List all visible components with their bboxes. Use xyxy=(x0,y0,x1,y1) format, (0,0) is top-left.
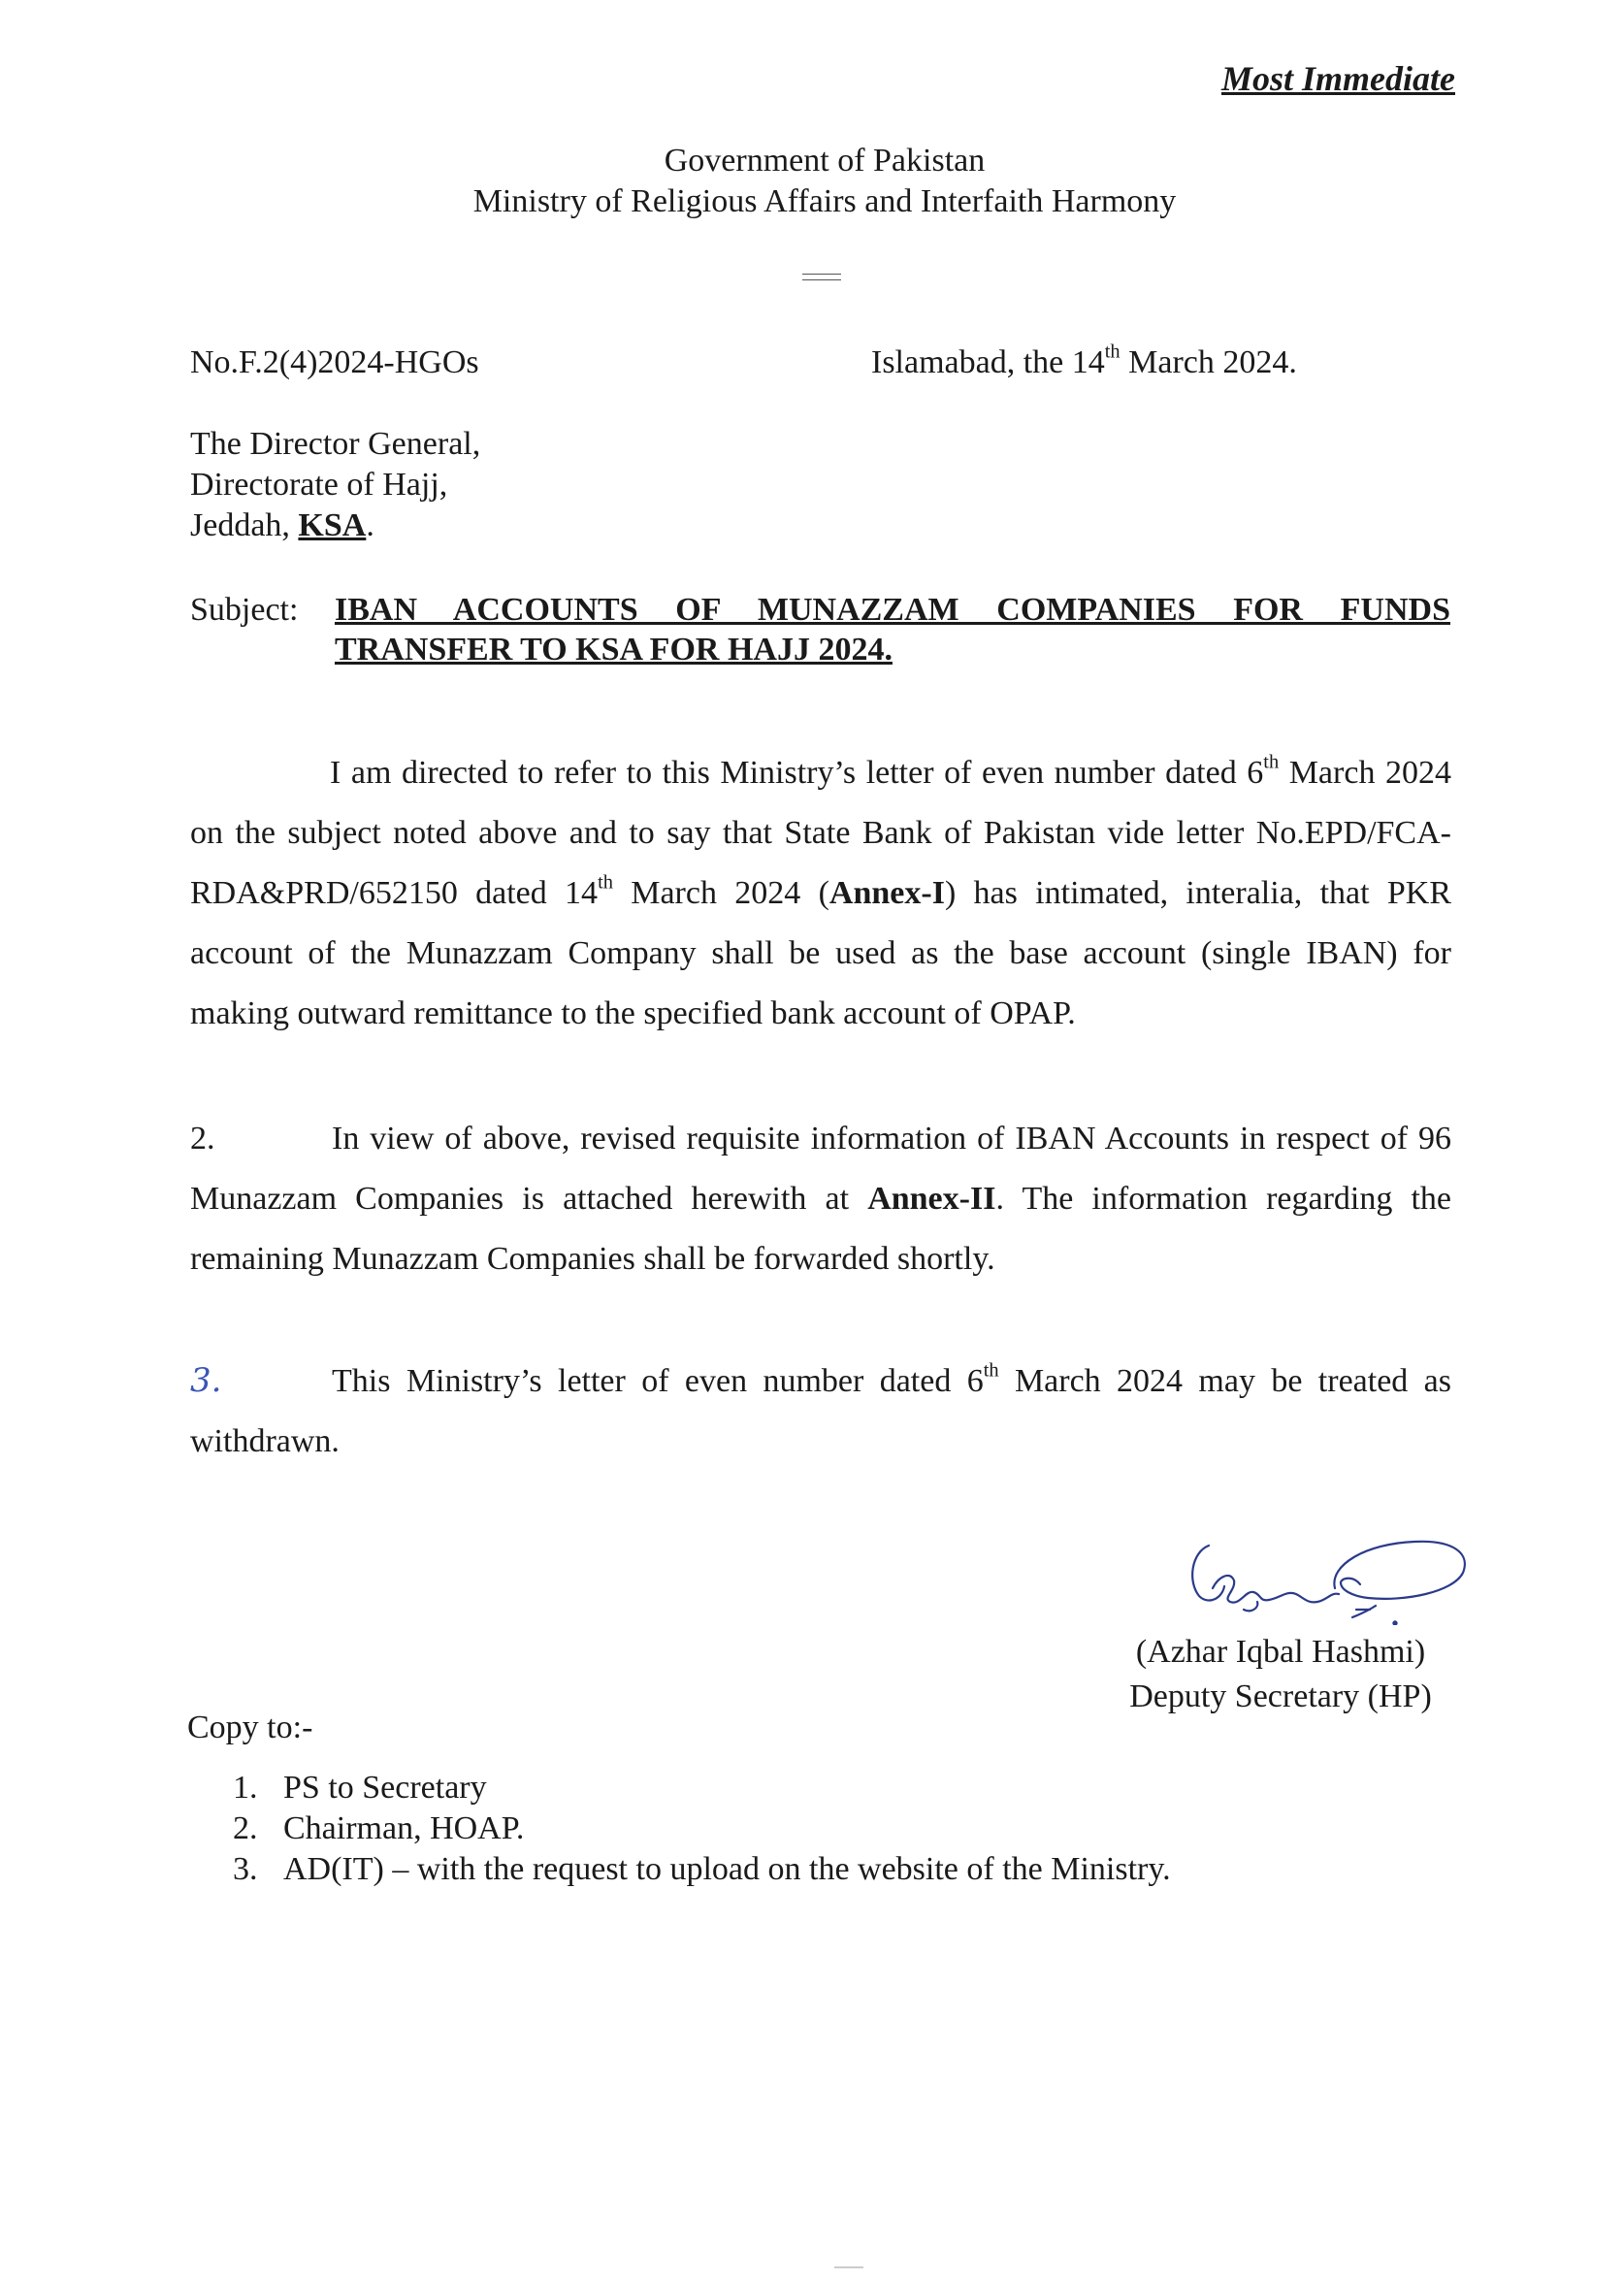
para3-text-a: This Ministry’s letter of even number dated 6 xyxy=(332,1363,984,1399)
signatory-block xyxy=(1096,1630,1465,1719)
letter-date xyxy=(871,341,1297,381)
para1-text-a: I am directed to refer to this Ministry’s letter of even number dated 6 xyxy=(330,755,1264,791)
para3-text-b: March 2024 may be treated as withdrawn. xyxy=(190,1363,1451,1459)
para3-ordinal: th xyxy=(983,1359,999,1382)
list-item xyxy=(233,1849,1171,1890)
scan-edge-mark xyxy=(834,2266,863,2268)
signatory-name: (Azhar Iqbal Hashmi) xyxy=(1135,1634,1426,1670)
list-item xyxy=(233,1768,1171,1808)
para1-text-d: ) has intimated, interalia, that PKR account of the Munazzam Company shall be used as the base account (single IBAN) for making outward remittance to the specified bank account of OPAP. xyxy=(190,875,1452,1031)
header-divider xyxy=(802,274,841,280)
para2-text-b: . The information regarding the remaining Munazzam Companies shall be forwarded shortly. xyxy=(190,1181,1452,1277)
para2-text-a: In view of above, revised requisite information of IBAN Accounts in respect of 96 Munazzam Companies is attached herewith at xyxy=(190,1121,1451,1217)
addressee-line-3 xyxy=(190,505,480,546)
paragraph-1 xyxy=(190,743,1451,1044)
date-prefix: Islamabad, the 14 xyxy=(871,344,1105,380)
signature-scribble xyxy=(1162,1509,1473,1625)
para1-text-c: March 2024 ( xyxy=(612,875,829,911)
paragraph-2 xyxy=(190,1109,1451,1289)
annex-i-ref: Annex-I xyxy=(828,875,945,911)
list-item-number: 2. xyxy=(233,1810,258,1846)
list-item-number: 3. xyxy=(233,1851,258,1887)
addressee-country: KSA xyxy=(298,507,367,543)
copy-to-label: Copy to:- xyxy=(187,1710,313,1745)
annex-ii-ref: Annex-II xyxy=(867,1181,996,1217)
date-suffix: March 2024. xyxy=(1120,344,1297,380)
para1-text-b: March 2024 on the subject noted above and to say that State Bank of Pakistan vide letter No.EPD/FCA-RDA&PRD/652150 dated 14 xyxy=(190,755,1451,911)
ministry-header: Ministry of Religious Affairs and Interfaith Harmony xyxy=(472,183,1177,219)
para2-number: 2. xyxy=(190,1121,215,1156)
government-header: Government of Pakistan xyxy=(664,143,986,179)
file-number: No.F.2(4)2024-HGOs xyxy=(190,344,479,380)
signatory-designation: Deputy Secretary (HP) xyxy=(1129,1678,1432,1714)
addressee-block xyxy=(190,424,480,546)
subject-line-2: TRANSFER TO KSA FOR HAJJ 2024. xyxy=(335,632,893,668)
para1-ordinal-a: th xyxy=(1263,751,1280,773)
list-item xyxy=(233,1808,1171,1849)
subject-label: Subject: xyxy=(190,592,299,628)
subject-line-1: IBAN ACCOUNTS OF MUNAZZAM COMPANIES FOR FUNDS xyxy=(335,592,1450,628)
list-item-number: 1. xyxy=(233,1770,258,1806)
list-item-text: AD(IT) – with the request to upload on the website of the Ministry. xyxy=(283,1851,1171,1887)
paragraph-3 xyxy=(190,1351,1451,1472)
para1-ordinal-b: th xyxy=(598,871,613,894)
list-item-text: PS to Secretary xyxy=(283,1770,487,1806)
para3-number: 3. xyxy=(190,1361,222,1400)
copy-to-list xyxy=(233,1768,1171,1890)
addressee-city: Jeddah, xyxy=(190,507,299,543)
list-item-text: Chairman, HOAP. xyxy=(283,1810,525,1846)
date-ordinal: th xyxy=(1104,341,1121,363)
priority-label: Most Immediate xyxy=(1221,59,1455,98)
addressee-end: . xyxy=(366,507,374,543)
addressee-line-1: The Director General, xyxy=(190,426,481,462)
addressee-line-2: Directorate of Hajj, xyxy=(190,467,448,503)
